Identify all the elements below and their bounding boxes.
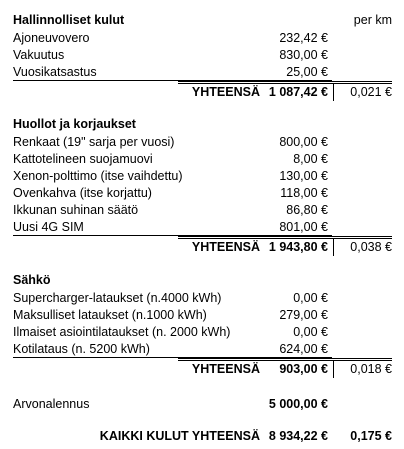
item-label: Ilmaiset asiointilataukset (n. 2000 kWh) xyxy=(13,325,231,339)
item-label: Ikkunan suhinan säätö xyxy=(13,203,139,217)
section-header-row xyxy=(0,116,404,133)
item-amount: 800,00 € xyxy=(279,135,328,149)
section-header-row xyxy=(0,12,404,29)
table-row xyxy=(0,307,404,324)
item-amount: 232,42 € xyxy=(279,31,328,45)
section-title-administrative: Hallinnolliset kulut xyxy=(13,13,125,27)
section-title-maintenance: Huollot ja korjaukset xyxy=(13,117,136,131)
item-amount: 118,00 € xyxy=(280,186,328,200)
depreciation-label: Arvonalennus xyxy=(13,397,90,411)
section-header-row xyxy=(0,272,404,289)
grand-total-amount: 8 934,22 € xyxy=(268,429,328,443)
table-row xyxy=(0,30,404,47)
item-label: Ajoneuvovero xyxy=(13,31,90,45)
depreciation-row xyxy=(0,396,404,413)
item-label: Maksulliset lataukset (n.1000 kWh) xyxy=(13,308,207,322)
item-label: Vakuutus xyxy=(13,48,65,62)
table-row xyxy=(0,185,404,202)
grand-total-label: KAIKKI KULUT YHTEENSÄ xyxy=(99,429,260,443)
item-amount: 130,00 € xyxy=(279,169,328,183)
column-divider xyxy=(333,239,334,256)
item-label: Xenon-polttimo (itse vaihdettu) xyxy=(13,169,183,183)
item-label: Supercharger-lataukset (n.4000 kWh) xyxy=(13,291,222,305)
table-row xyxy=(0,64,404,81)
total-amount: 1 943,80 € xyxy=(268,240,328,254)
table-row xyxy=(0,219,404,236)
total-amount: 1 087,42 € xyxy=(268,85,328,99)
section-total-row xyxy=(0,361,404,378)
item-amount: 8,00 € xyxy=(293,152,328,166)
table-row xyxy=(0,47,404,64)
depreciation-amount: 5 000,00 € xyxy=(268,397,328,411)
item-amount: 279,00 € xyxy=(279,308,328,322)
total-per-km: 0,018 € xyxy=(350,362,392,376)
table-row xyxy=(0,202,404,219)
table-row xyxy=(0,168,404,185)
item-label: Renkaat (19" sarja per vuosi) xyxy=(13,135,175,149)
total-label: YHTEENSÄ xyxy=(191,240,260,254)
grand-total-row xyxy=(0,428,404,445)
item-amount: 86,80 € xyxy=(286,203,328,217)
grand-total-per-km: 0,175 € xyxy=(350,429,392,443)
total-per-km: 0,021 € xyxy=(350,85,392,99)
item-label: Vuosikatsastus xyxy=(13,65,97,79)
section-total-row xyxy=(0,84,404,101)
item-amount: 0,00 € xyxy=(293,291,328,305)
item-label: Kotilataus (n. 5200 kWh) xyxy=(13,342,150,356)
table-row xyxy=(0,151,404,168)
table-row xyxy=(0,324,404,341)
table-row xyxy=(0,341,404,358)
section-title-electricity: Sähkö xyxy=(13,273,51,287)
item-amount: 624,00 € xyxy=(279,342,328,356)
per-km-column-header: per km xyxy=(353,13,392,27)
total-amount: 903,00 € xyxy=(279,362,328,376)
section-total-row xyxy=(0,239,404,256)
item-label: Uusi 4G SIM xyxy=(13,220,84,234)
item-label: Kattotelineen suojamuovi xyxy=(13,152,153,166)
item-label: Ovenkahva (itse korjattu) xyxy=(13,186,152,200)
total-per-km: 0,038 € xyxy=(350,240,392,254)
total-label: YHTEENSÄ xyxy=(191,362,260,376)
table-row xyxy=(0,290,404,307)
item-amount: 830,00 € xyxy=(279,48,328,62)
total-label: YHTEENSÄ xyxy=(191,85,260,99)
column-divider xyxy=(333,84,334,101)
item-amount: 25,00 € xyxy=(286,65,328,79)
item-amount: 0,00 € xyxy=(293,325,328,339)
column-divider xyxy=(333,361,334,378)
table-row xyxy=(0,134,404,151)
item-amount: 801,00 € xyxy=(279,220,328,234)
